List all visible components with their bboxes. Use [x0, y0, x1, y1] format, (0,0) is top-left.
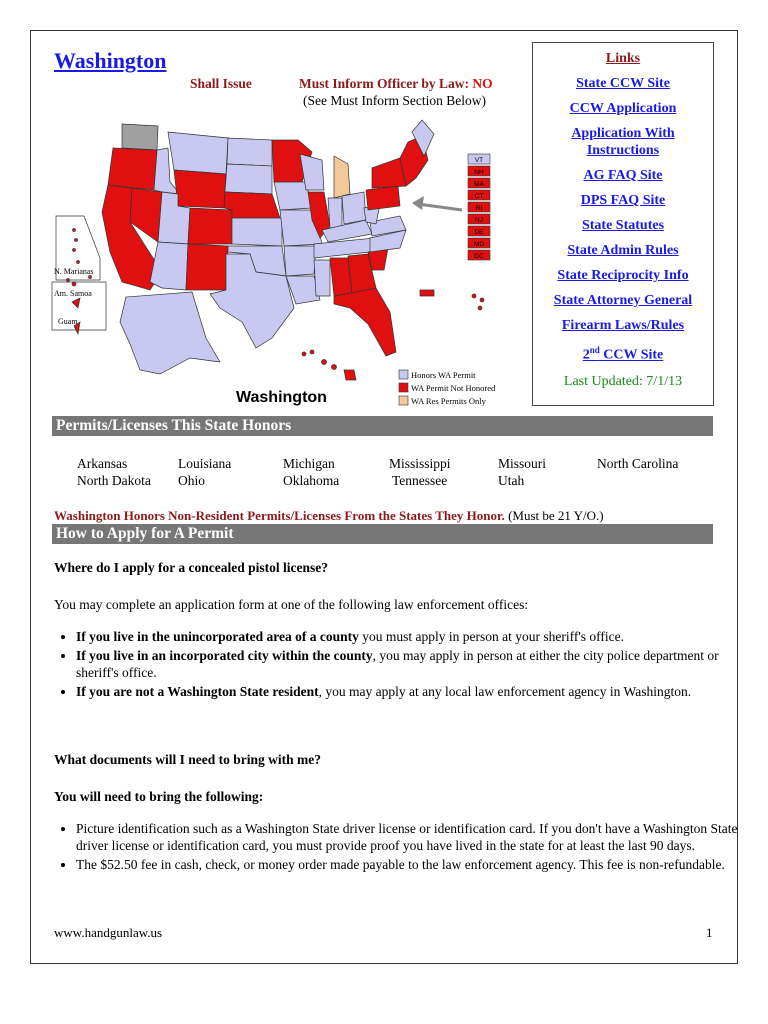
- link-application-instructions[interactable]: Application With Instructions: [571, 126, 675, 158]
- honor-state: Ohio: [178, 473, 205, 488]
- second-site-rest: CCW Site: [599, 347, 664, 363]
- paragraph-offices: You may complete an application form at one of the following law enforcement offices:: [54, 597, 529, 612]
- map-small-md: MD: [473, 241, 485, 248]
- second-site-sup: nd: [589, 345, 600, 355]
- link-state-attorney-general[interactable]: State Attorney General: [553, 293, 693, 308]
- reciprocity-map: [50, 112, 530, 408]
- honor-state: Tennessee: [392, 473, 448, 488]
- link-dps-faq[interactable]: DPS FAQ Site: [580, 193, 666, 208]
- map-state-hi: [344, 370, 356, 380]
- list-item: [76, 628, 758, 645]
- honor-state: Louisiana: [178, 456, 232, 471]
- bullet-text: , you may apply in person at either the city police department or sheriff's office.: [76, 648, 719, 680]
- honors-heading: Permits/Licenses This State Honors: [52, 416, 713, 436]
- link-state-ccw-site[interactable]: State CCW Site: [576, 76, 670, 91]
- question-bring: You will need to bring the following:: [54, 789, 264, 804]
- honor-state: Oklahoma: [283, 473, 340, 488]
- honor-state: Arkansas: [77, 456, 128, 471]
- bullet-bold: If you live in an incorporated city within the county: [76, 648, 373, 663]
- bullet-bold: If you are not a Washington State resident: [76, 684, 319, 699]
- map-state-nd: [227, 138, 272, 166]
- map-state-ne: [224, 192, 280, 218]
- map-small-nh: NH: [474, 169, 484, 176]
- second-site-num: 2: [582, 347, 590, 363]
- links-box: [532, 42, 714, 406]
- honor-state: Mississippi: [389, 456, 451, 471]
- map-state-ks: [232, 218, 282, 246]
- honor-state: Missouri: [498, 456, 547, 471]
- link-firearm-laws[interactable]: Firearm Laws/Rules: [561, 318, 685, 333]
- list-item: [76, 647, 758, 681]
- office-list: [31, 628, 758, 702]
- links-heading: Links: [605, 51, 641, 66]
- question-where: Where do I apply for a concealed pistol license?: [54, 560, 328, 575]
- documents-list: [31, 820, 758, 875]
- map-state-mt: [168, 132, 228, 174]
- must-inform-value: NO: [472, 76, 493, 91]
- link-state-admin-rules[interactable]: State Admin Rules: [567, 243, 679, 258]
- honors-note: [54, 508, 604, 524]
- map-label-guam: Guam: [58, 317, 78, 326]
- link-ccw-application[interactable]: CCW Application: [569, 101, 677, 116]
- link-second-ccw-site[interactable]: [533, 342, 713, 364]
- page-number: 1: [706, 925, 713, 940]
- list-item: • The $52.50 fee in cash, check, or money order made payable to the law enforcement agency. This fee is non-refundable.: [76, 856, 758, 873]
- state-title[interactable]: Washington: [54, 48, 167, 73]
- must-inform-label: Must Inform Officer by Law:: [299, 76, 469, 91]
- map-label-n-marianas: N. Marianas: [54, 267, 94, 276]
- map-title: Washington: [236, 389, 327, 406]
- map-state-nm: [186, 244, 228, 290]
- map-state-mi: [334, 156, 350, 198]
- map-small-ct: CT: [474, 193, 484, 200]
- map-small-ma: MA: [474, 181, 484, 188]
- map-state-wa: [122, 124, 158, 150]
- map-state-pa: [366, 186, 400, 210]
- apply-heading: How to Apply for A Permit: [52, 524, 713, 544]
- honors-note-red: Washington Honors Non-Resident Permits/Licenses From the States They Honor.: [54, 508, 505, 523]
- list-item: [76, 683, 758, 700]
- bullet-text: you must apply in person at your sheriff's office.: [358, 629, 625, 644]
- honor-state: North Dakota: [77, 473, 151, 488]
- map-small-vt: VT: [474, 157, 484, 164]
- map-state-ak: [120, 292, 220, 374]
- map-state-in: [328, 198, 342, 228]
- bullet-bold: If you live in the unincorporated area of a county: [76, 629, 359, 644]
- map-state-or: [108, 148, 157, 190]
- link-state-reciprocity[interactable]: State Reciprocity Info: [557, 268, 689, 283]
- map-label-am-samoa: Am. Samoa: [54, 289, 92, 298]
- map-state-ms: [314, 260, 330, 296]
- map-small-de: DE: [474, 229, 484, 236]
- question-documents: What documents will I need to bring with me?: [54, 752, 322, 767]
- map-state-ar: [284, 246, 316, 276]
- list-item: • Picture identification such as a Washington State driver license or identification card. If you don't have a Washington State driver license or identification card, you must provide proof you have lived in the state for at least the last 90 days.: [76, 820, 758, 854]
- honor-state: Utah: [498, 473, 525, 488]
- must-inform: [299, 76, 493, 92]
- map-state-az: [150, 242, 188, 290]
- map-small-ri: RI: [475, 205, 483, 212]
- map-state-wy: [174, 170, 226, 208]
- map-state-fl: [334, 288, 396, 356]
- issue-type: Shall Issue: [190, 76, 252, 91]
- map-small-nj: NJ: [475, 217, 483, 224]
- bullet-text: , you may apply at any local law enforcement agency in Washington.: [318, 684, 692, 699]
- link-ag-faq[interactable]: AG FAQ Site: [583, 168, 663, 183]
- link-state-statutes[interactable]: State Statutes: [581, 218, 665, 233]
- legend-honors: Honors WA Permit: [411, 370, 476, 380]
- last-updated: Last Updated: 7/1/13: [563, 373, 683, 389]
- must-inform-note: (See Must Inform Section Below): [303, 93, 486, 108]
- map-small-dc: DC: [474, 253, 484, 260]
- map-state-oh: [342, 192, 366, 224]
- legend-res-only: WA Res Permits Only: [411, 396, 486, 406]
- map-state-sd: [225, 164, 272, 194]
- legend-not-honored: WA Permit Not Honored: [411, 383, 496, 393]
- honor-state: Michigan: [283, 456, 335, 471]
- map-pr: [420, 290, 434, 296]
- honor-state: North Carolina: [597, 456, 679, 471]
- footer-site: www.handgunlaw.us: [54, 925, 163, 940]
- map-state-co: [188, 208, 232, 244]
- honors-note-age: (Must be 21 Y/O.): [504, 508, 604, 523]
